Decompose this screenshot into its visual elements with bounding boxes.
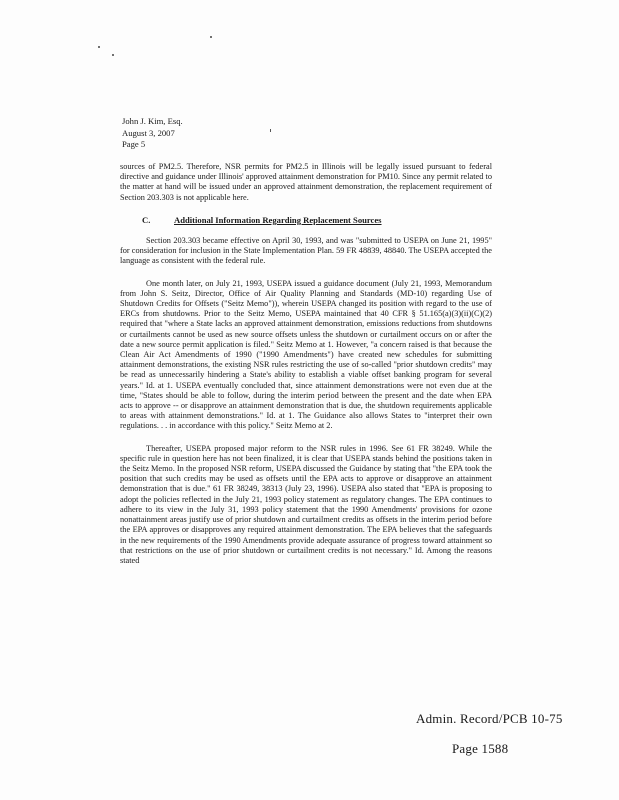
scan-mark bbox=[270, 129, 271, 132]
paragraph: Section 203.303 became effective on April 30, 1993, and was "submitted to USEPA on June 21, 1995" for consideration for inclusion in the State Implementation Plan. 59 FR 48839, 48840. The USEPA accepted the language as consistent with the federal rule. bbox=[120, 236, 492, 266]
letter-page-number: Page 5 bbox=[122, 139, 146, 150]
admin-record-stamp bbox=[416, 704, 563, 764]
letter-body bbox=[120, 162, 492, 578]
scan-speck bbox=[98, 46, 100, 48]
section-title: Additional Information Regarding Replacement Sources bbox=[174, 214, 382, 225]
scan-speck bbox=[112, 54, 114, 56]
section-heading bbox=[120, 215, 492, 225]
letter-header bbox=[122, 116, 183, 151]
paragraph: Thereafter, USEPA proposed major reform to the NSR rules in 1996. See 61 FR 38249. While the specific rule in question here has not been finalized, it is clear that USEPA stands behind the positions taken in the Seitz Memo. In the proposed NSR reform, USEPA discussed the Guidance by stating that "the EPA took the position that such credits may be used as offsets until the EPA acts to approve or disapprove an attainment demonstration that is due." 61 FR 38249, 38313 (July 23, 1996). USEPA also stated that "EPA is proposing to adopt the policies reflected in the July 21, 1993 policy statement as regulatory changes. The EPA continues to adhere to its view in the July 31, 1993 policy statement that the 1990 Amendments' provisions for ozone nonattainment areas justify use of prior shutdown and curtailment credits as offsets in the interim period before the EPA approves or disapproves any required attainment demonstration. The EPA believes that the safeguards in the new requirements of the 1990 Amendments provide adequate assurance of progress toward attainment so that restrictions on the use of prior shutdown or curtailment credits is not necessary." Id. Among the reasons stated bbox=[120, 443, 492, 565]
paragraph-continuation: sources of PM2.5. Therefore, NSR permits for PM2.5 in Illinois will be legally issued pursuant to federal directive and guidance under Illinois' approved attainment demonstration for PM10. Since any permit related to the matter at hand will be issued under an approved attainment demonstration, the replacement requirement of Section 203.303 is not applicable here. bbox=[120, 162, 492, 202]
admin-record-label: Admin. Record/PCB 10-75 bbox=[416, 711, 563, 726]
letter-date: August 3, 2007 bbox=[122, 127, 175, 138]
admin-record-page: Page 1588 bbox=[452, 741, 509, 756]
section-letter: C. bbox=[142, 214, 151, 225]
recipient-name: John J. Kim, Esq. bbox=[122, 116, 183, 126]
scan-speck bbox=[210, 36, 212, 38]
paragraph: One month later, on July 21, 1993, USEPA issued a guidance document (July 21, 1993, Memorandum from John S. Seitz, Director, Office of Air Quality Planning and Standards (MD-10) regarding Use of Shutdown Credits for Offsets ("Seitz Memo")), wherein USEPA changed its position with regard to the use of ERCs from shutdowns. Prior to the Seitz Memo, USEPA maintained that 40 CFR § 51.165(a)(3)(ii)(C)(2) required that "where a State lacks an approved attainment demonstration, emissions reductions from shutdowns or curtailments cannot be used as new source offsets unless the shutdown or curtailment occurs on or after the date a new source permit application is filed." Seitz Memo at 1. However, "a concern raised is that because the Clean Air Act Amendments of 1990 ("1990 Amendments") have created new schedules for submitting attainment demonstrations, the existing NSR rules restricting the use of so-called "prior shutdown credits" may be read as unnecessarily hindering a State's ability to establish a viable offset banking program for several years." Id. at 1. USEPA eventually concluded that, since attainment demonstrations were not even due at the time, "States should be able to follow, during the interim period between the present and the date when EPA acts to approve -- or disapprove an attainment demonstration that is due, the shutdown requirements applicable to areas with attainment demonstrations." Id. at 1. The Guidance also allows States to "interpret their own regulations. . . in accordance with this policy." Seitz Memo at 2. bbox=[120, 278, 492, 431]
